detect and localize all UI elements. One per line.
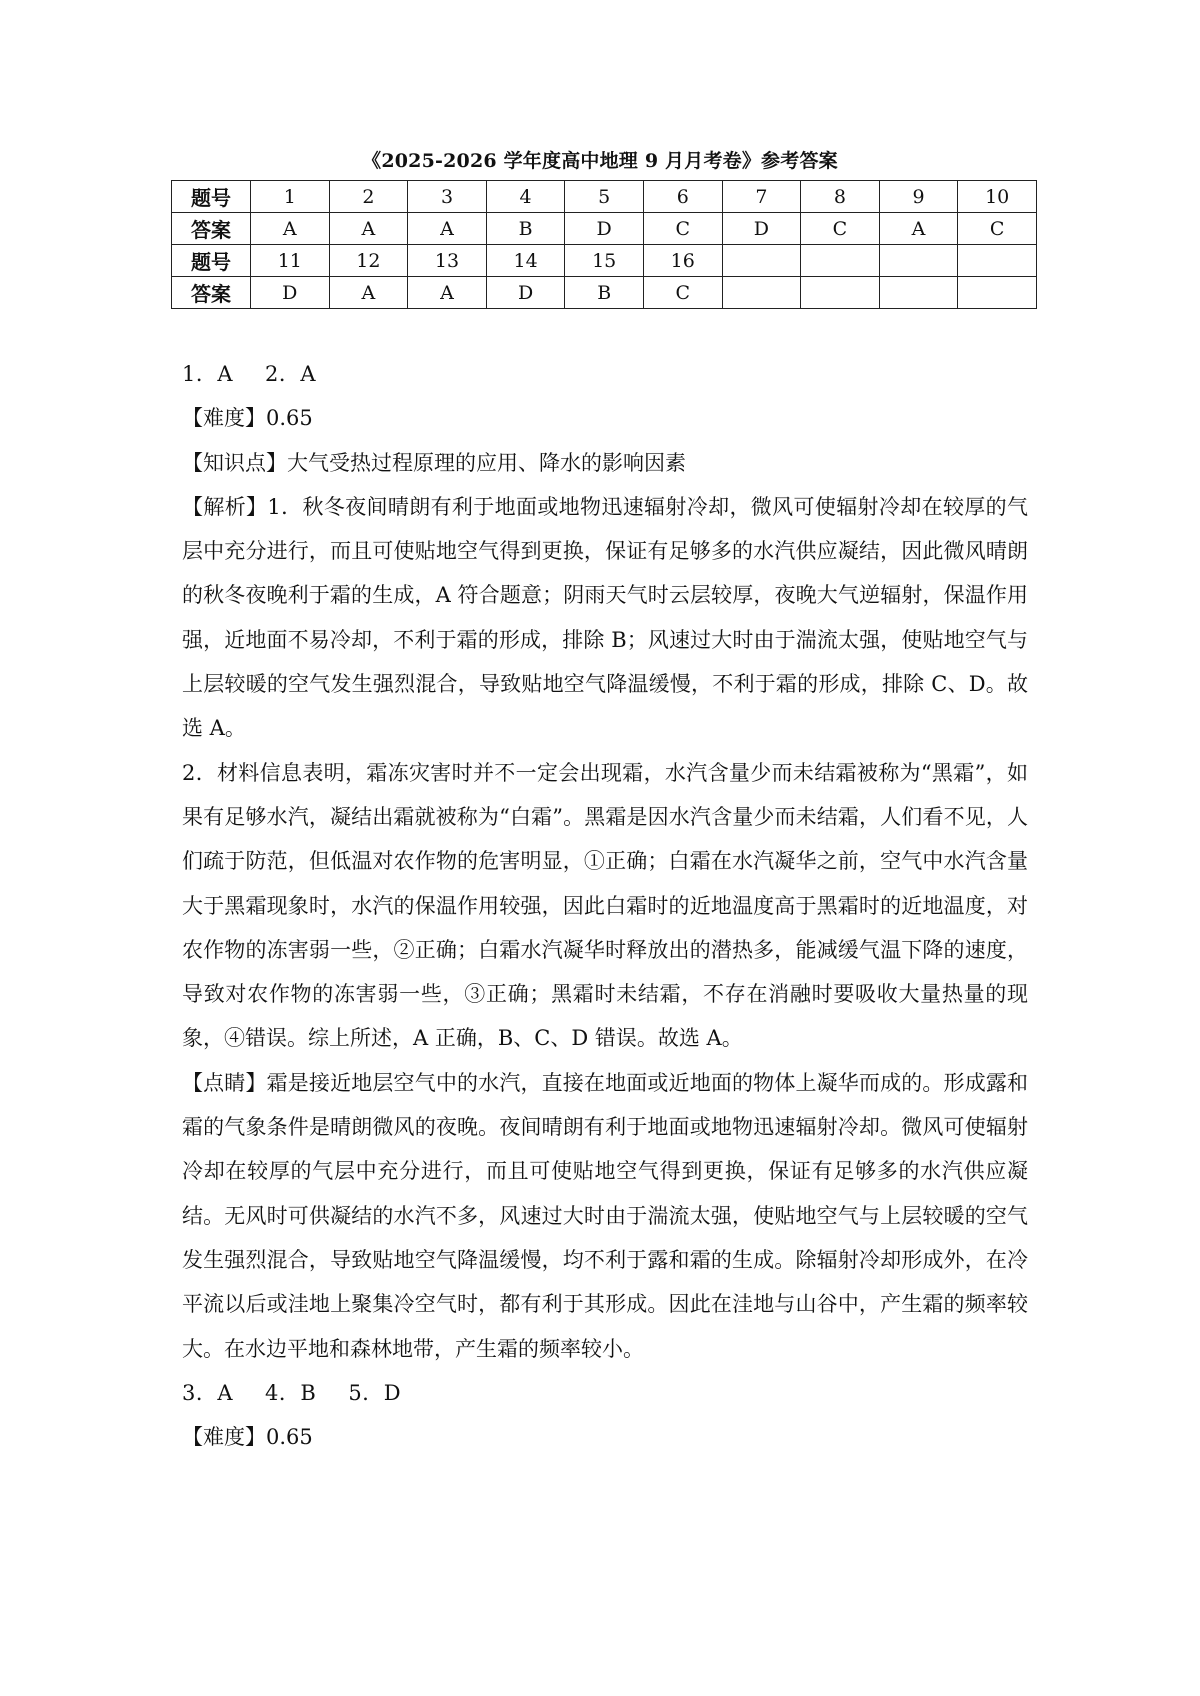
table-row (172, 277, 1037, 309)
question-number: 2 (329, 181, 408, 213)
question-number (801, 245, 880, 277)
table-row (172, 245, 1037, 277)
question-number: 12 (329, 245, 408, 277)
question-number: 16 (643, 245, 722, 277)
row-header: 答案 (172, 213, 251, 245)
answer-cell: C (801, 213, 880, 245)
table-row (172, 181, 1037, 213)
question-number: 3 (408, 181, 487, 213)
question-number: 14 (486, 245, 565, 277)
answer-cell: D (251, 277, 330, 309)
answer-cell: A (408, 213, 487, 245)
row-header: 题号 (172, 245, 251, 277)
answer-item: 4．B (265, 1380, 317, 1405)
page-title: 《2025-2026 学年度高中地理 9 月月考卷》参考答案 (362, 150, 838, 172)
answer-cell: C (643, 213, 722, 245)
answer-table (171, 180, 1037, 309)
analysis-text: 1．秋冬夜间晴朗有利于地面或地物迅速辐射冷却，微风可使辐射冷却在较厚的气层中充分进行，而且可使贴地空气得到更换，保证有足够多的水汽供应凝结，因此微风晴朗的秋冬夜晚利于霜的生成，A 符合题意；阴雨天气时云层较厚，夜晚大气逆辐射，保温作用强，近地面不易冷却，不利于霜的形成，排除 B；风速过大时由于湍流太强，使贴地空气与上层较暖的空气发生强烈混合，导致贴地空气降温缓慢，不利于霜的形成，排除 C、D。故选 A。 (182, 494, 1029, 741)
difficulty-line (182, 1415, 1028, 1459)
question-number: 11 (251, 245, 330, 277)
analysis-paragraph: 2．材料信息表明，霜冻灾害时并不一定会出现霜，水汽含量少而未结霜被称为“黑霜”，如果有足够水汽，凝结出霜就被称为“白霜”。黑霜是因水汽含量少而未结霜，人们看不见，人们疏于防范，但低温对农作物的危害明显，①正确；白霜在水汽凝华之前，空气中水汽含量大于黑霜现象时，水汽的保温作用较强，因此白霜时的近地温度高于黑霜时的近地温度，对农作物的冻害弱一些，②正确；白霜水汽凝华时释放出的潜热多，能减缓气温下降的速度，导致对农作物的冻害弱一些，③正确；黑霜时未结霜，不存在消融时要吸收大量热量的现象，④错误。综上所述，A 正确，B、C、D 错误。故选 A。 (182, 760, 1028, 1051)
knowledge-line (182, 441, 1028, 485)
answer-cell (722, 277, 801, 309)
answer-cell: A (329, 213, 408, 245)
analysis-paragraph (182, 485, 1028, 751)
answer-item: 1．A (182, 362, 234, 386)
question-number: 15 (565, 245, 644, 277)
question-number (722, 245, 801, 277)
solution-body (182, 352, 1028, 1459)
difficulty-label: 【难度】 (182, 1425, 266, 1450)
answer-cell (958, 277, 1037, 309)
tip-paragraph (182, 1061, 1028, 1371)
difficulty-value: 0.65 (266, 1425, 313, 1450)
answer-cell: B (486, 213, 565, 245)
answer-cell: D (565, 213, 644, 245)
answer-cell (879, 277, 958, 309)
answer-line (182, 1371, 1028, 1415)
answer-cell: B (565, 277, 644, 309)
question-number: 1 (251, 181, 330, 213)
answer-cell: C (643, 277, 722, 309)
row-header: 答案 (172, 277, 251, 309)
answer-cell: D (486, 277, 565, 309)
answer-item: 3．A (182, 1380, 234, 1405)
question-number (958, 245, 1037, 277)
knowledge-label: 【知识点】 (182, 450, 287, 475)
table-row (172, 213, 1037, 245)
answer-cell: A (251, 213, 330, 245)
answer-cell: A (879, 213, 958, 245)
row-header: 题号 (172, 181, 251, 213)
difficulty-value: 0.65 (266, 406, 313, 431)
question-number: 7 (722, 181, 801, 213)
knowledge-value: 大气受热过程原理的应用、降水的影响因素 (287, 450, 686, 475)
answer-cell: A (408, 277, 487, 309)
answer-cell (801, 277, 880, 309)
question-number: 5 (565, 181, 644, 213)
difficulty-label: 【难度】 (182, 406, 266, 431)
question-number: 6 (643, 181, 722, 213)
question-number: 9 (879, 181, 958, 213)
analysis-label: 【解析】 (182, 494, 268, 519)
question-number: 10 (958, 181, 1037, 213)
tip-text: 霜是接近地层空气中的水汽，直接在地面或近地面的物体上凝华而成的。形成露和霜的气象条件是晴朗微风的夜晚。夜间晴朗有利于地面或地物迅速辐射冷却。微风可使辐射冷却在较厚的气层中充分进行，而且可使贴地空气得到更换，保证有足够多的水汽供应凝结。无风时可供凝结的水汽不多，风速过大时由于湍流太强，使贴地空气与上层较暖的空气发生强烈混合，导致贴地空气降温缓慢，均不利于露和霜的生成。除辐射冷却形成外，在冷平流以后或洼地上聚集冷空气时，都有利于其形成。因此在洼地与山谷中，产生霜的频率较大。在水边平地和森林地带，产生霜的频率较小。 (182, 1070, 1029, 1361)
answer-cell: C (958, 213, 1037, 245)
answer-item: 5．D (348, 1380, 402, 1405)
difficulty-line (182, 396, 1028, 440)
answer-item: 2．A (265, 362, 317, 386)
tip-label: 【点睛】 (182, 1070, 267, 1095)
answer-line (182, 352, 1028, 396)
question-number (879, 245, 958, 277)
answer-cell: A (329, 277, 408, 309)
question-number: 13 (408, 245, 487, 277)
question-number: 8 (801, 181, 880, 213)
question-number: 4 (486, 181, 565, 213)
answer-cell: D (722, 213, 801, 245)
